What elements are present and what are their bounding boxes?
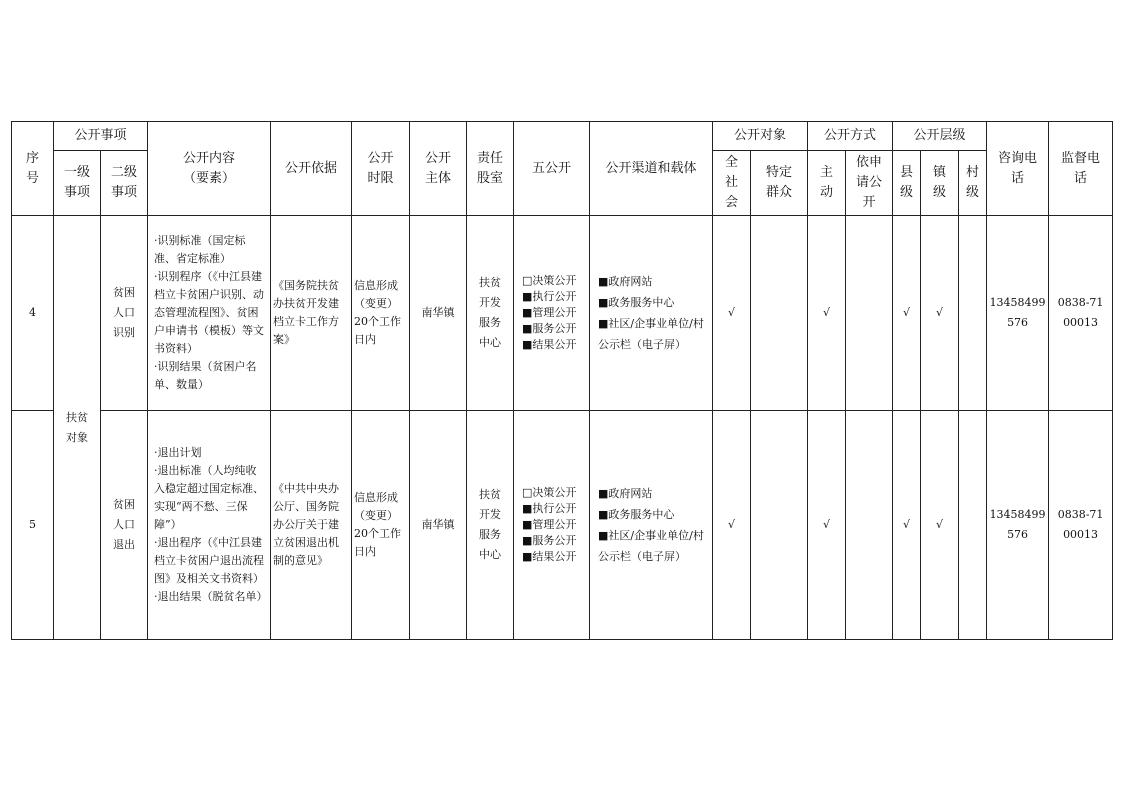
header-subject: 公开 主体 bbox=[410, 122, 467, 216]
time-limit-text: 信息形成（变更）20个工作日内 bbox=[354, 491, 402, 558]
header-level-town: 镇 级 bbox=[921, 151, 959, 216]
channel-item: ■政务服务中心 bbox=[598, 296, 675, 309]
level-village-mark bbox=[959, 411, 987, 640]
header-target-specific: 特定 群众 bbox=[751, 151, 808, 216]
channel-item: ■政务服务中心 bbox=[598, 508, 675, 521]
header-row-1 bbox=[12, 122, 1113, 151]
header-level2: 二级 事项 bbox=[101, 151, 148, 216]
target-specific-mark bbox=[751, 216, 808, 411]
header-target: 公开对象 bbox=[713, 122, 808, 151]
content-line: ·识别结果（贫困户名单、数量） bbox=[154, 360, 257, 391]
table-row bbox=[12, 216, 1113, 411]
header-level-county: 县 级 bbox=[893, 151, 921, 216]
time-limit-cell bbox=[352, 411, 410, 640]
header-supervise-phone: 监督电 话 bbox=[1049, 122, 1113, 216]
five-public-item: ■服务公开 bbox=[522, 322, 577, 335]
level-town-mark: √ bbox=[921, 411, 959, 640]
basis-cell bbox=[271, 216, 352, 411]
method-apply-mark bbox=[846, 411, 893, 640]
five-public-item: □决策公开 bbox=[522, 274, 577, 287]
subject-cell: 南华镇 bbox=[410, 411, 467, 640]
time-limit-cell bbox=[352, 216, 410, 411]
level2-item: 贫困 人口 识别 bbox=[101, 216, 148, 411]
header-content: 公开内容 （要素） bbox=[148, 122, 271, 216]
content-line: ·退出标准（人均纯收入稳定超过国定标准、实现“两不愁、三保障”） bbox=[154, 464, 265, 531]
supervise-phone: 0838-71 00013 bbox=[1049, 216, 1113, 411]
content-line: ·退出程序（《中江县建档立卡贫困户退出流程图》及相关文书资料） bbox=[154, 536, 265, 585]
row-seq: 4 bbox=[12, 216, 54, 411]
five-public-item: ■管理公开 bbox=[522, 306, 577, 319]
time-limit-text: 信息形成（变更）20个工作日内 bbox=[354, 279, 402, 346]
header-time-limit: 公开 时限 bbox=[352, 122, 410, 216]
header-seq: 序 号 bbox=[12, 122, 54, 216]
method-apply-mark bbox=[846, 216, 893, 411]
subject-cell: 南华镇 bbox=[410, 216, 467, 411]
header-target-all: 全 社 会 bbox=[713, 151, 751, 216]
level-county-mark: √ bbox=[893, 216, 921, 411]
five-public-item: ■管理公开 bbox=[522, 518, 577, 531]
content-cell bbox=[148, 411, 271, 640]
header-five-public: 五公开 bbox=[514, 122, 590, 216]
method-active-mark: √ bbox=[808, 411, 846, 640]
level2-item: 贫困 人口 退出 bbox=[101, 411, 148, 640]
five-public-cell bbox=[514, 216, 590, 411]
target-all-mark: √ bbox=[713, 216, 751, 411]
five-public-item: ■结果公开 bbox=[522, 550, 577, 563]
basis-text: 《中共中央办公厅、国务院办公厅关于建立贫困退出机制的意见》 bbox=[273, 482, 340, 567]
header-method-apply: 依申 请公 开 bbox=[846, 151, 893, 216]
five-public-cell bbox=[514, 411, 590, 640]
row-seq: 5 bbox=[12, 411, 54, 640]
table-row bbox=[12, 411, 1113, 640]
five-public-item: ■执行公开 bbox=[522, 290, 577, 303]
header-method-active: 主 动 bbox=[808, 151, 846, 216]
disclosure-table bbox=[11, 121, 1113, 640]
target-all-mark: √ bbox=[713, 411, 751, 640]
header-consult-phone: 咨询电 话 bbox=[987, 122, 1049, 216]
basis-cell bbox=[271, 411, 352, 640]
channel-item: ■社区/企事业单位/村公示栏（电子屏） bbox=[598, 317, 704, 351]
dept-cell: 扶贫 开发 服务 中心 bbox=[467, 216, 514, 411]
level-village-mark bbox=[959, 216, 987, 411]
dept-cell: 扶贫 开发 服务 中心 bbox=[467, 411, 514, 640]
five-public-item: ■执行公开 bbox=[522, 502, 577, 515]
header-public-items: 公开事项 bbox=[54, 122, 148, 151]
content-cell bbox=[148, 216, 271, 411]
five-public-item: ■结果公开 bbox=[522, 338, 577, 351]
consult-phone: 13458499 576 bbox=[987, 216, 1049, 411]
level-county-mark: √ bbox=[893, 411, 921, 640]
header-basis: 公开依据 bbox=[271, 122, 352, 216]
header-level: 公开层级 bbox=[893, 122, 987, 151]
consult-phone: 13458499 576 bbox=[987, 411, 1049, 640]
level-town-mark: √ bbox=[921, 216, 959, 411]
supervise-phone: 0838-71 00013 bbox=[1049, 411, 1113, 640]
five-public-item: ■服务公开 bbox=[522, 534, 577, 547]
header-level-village: 村 级 bbox=[959, 151, 987, 216]
method-active-mark: √ bbox=[808, 216, 846, 411]
channel-item: ■社区/企事业单位/村公示栏（电子屏） bbox=[598, 529, 704, 563]
content-line: ·识别程序（《中江县建档立卡贫困户识别、动态管理流程图》、贫困户申请书（模板）等文书资料） bbox=[154, 270, 265, 355]
header-channel: 公开渠道和载体 bbox=[590, 122, 713, 216]
level1-item: 扶贫 对象 bbox=[54, 216, 101, 640]
channel-item: ■政府网站 bbox=[598, 487, 653, 500]
basis-text: 《国务院扶贫办扶贫开发建档立卡工作方案》 bbox=[273, 279, 340, 346]
channel-cell bbox=[590, 411, 713, 640]
content-line: ·识别标准（国定标准、省定标准） bbox=[154, 234, 246, 265]
channel-cell bbox=[590, 216, 713, 411]
header-dept: 责任 股室 bbox=[467, 122, 514, 216]
five-public-item: □决策公开 bbox=[522, 486, 577, 499]
target-specific-mark bbox=[751, 411, 808, 640]
header-level1: 一级 事项 bbox=[54, 151, 101, 216]
header-method: 公开方式 bbox=[808, 122, 893, 151]
content-line: ·退出计划 bbox=[154, 446, 202, 459]
content-line: ·退出结果（脱贫名单） bbox=[154, 590, 268, 603]
channel-item: ■政府网站 bbox=[598, 275, 653, 288]
